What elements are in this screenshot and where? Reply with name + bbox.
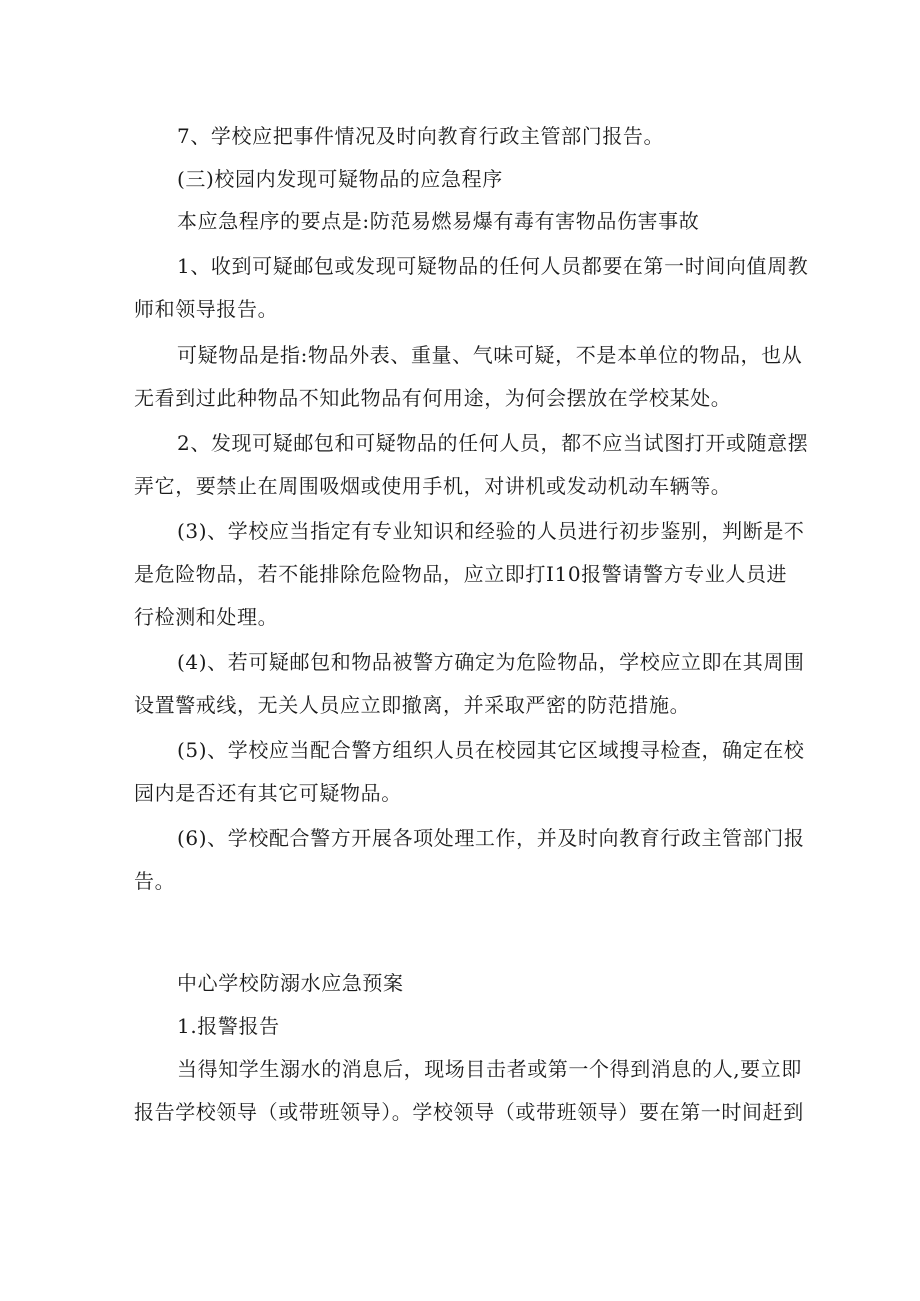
paragraph-item-3-line-3: 行检测和处理。 [134,605,279,629]
paragraph-item-3-line-2: 是危险物品，若不能排除危险物品，应立即打I10报警请警方专业人员进 [134,562,788,586]
page-title-drowning-plan: 中心学校防溺水应急预案 [177,971,404,995]
section-heading-alarm-report: 1.报警报告 [177,1014,280,1038]
paragraph-item-2-line-1: 2、发现可疑邮包和可疑物品的任何人员，都不应当试图打开或随意摆 [177,431,809,455]
paragraph-item-2-line-2: 弄它，要禁止在周围吸烟或使用手机，对讲机或发动机动车辆等。 [134,474,732,498]
paragraph-item-5-line-1: (5)、学校应当配合警方组织人员在校园其它区域搜寻检查，确定在校 [177,738,805,762]
paragraph-item-6-line-2: 告。 [134,869,176,893]
paragraph-item-4-line-1: (4)、若可疑邮包和物品被警方确定为危险物品，学校应立即在其周围 [177,650,805,674]
paragraph-item-6-line-1: (6)、学校配合警方开展各项处理工作，并及时向教育行政主管部门报 [177,826,805,850]
paragraph-item-4-line-2: 设置警戒线，无关人员应立即撤离，并采取严密的防范措施。 [134,693,691,717]
paragraph-item-7: 7、学校应把事件情况及时向教育行政主管部门报告。 [177,124,665,148]
paragraph-item-1-line-1: 1、收到可疑邮包或发现可疑物品的任何人员都要在第一时间向值周教 [177,254,809,278]
paragraph-item-5-line-2: 园内是否还有其它可疑物品。 [134,781,402,805]
paragraph-definition-line-1: 可疑物品是指:物品外表、重量、气味可疑，不是本单位的物品，也从 [177,343,803,367]
paragraph-item-3-line-1: (3)、学校应当指定有专业知识和经验的人员进行初步鉴别，判断是不 [177,519,805,543]
paragraph-report-line-1: 当得知学生溺水的消息后，现场目击者或第一个得到消息的人,要立即 [177,1057,802,1081]
paragraph-report-line-2: 报告学校领导（或带班领导）。学校领导（或带班领导）要在第一时间赶到 [134,1100,804,1124]
section-heading-suspicious-items: (三)校园内发现可疑物品的应急程序 [177,167,503,191]
paragraph-key-points: 本应急程序的要点是:防范易燃易爆有毒有害物品伤害事故 [177,209,700,233]
paragraph-definition-line-2: 无看到过此种物品不知此物品有何用途，为何会摆放在学校某处。 [134,386,732,410]
paragraph-item-1-line-2: 师和领导报告。 [134,297,279,321]
